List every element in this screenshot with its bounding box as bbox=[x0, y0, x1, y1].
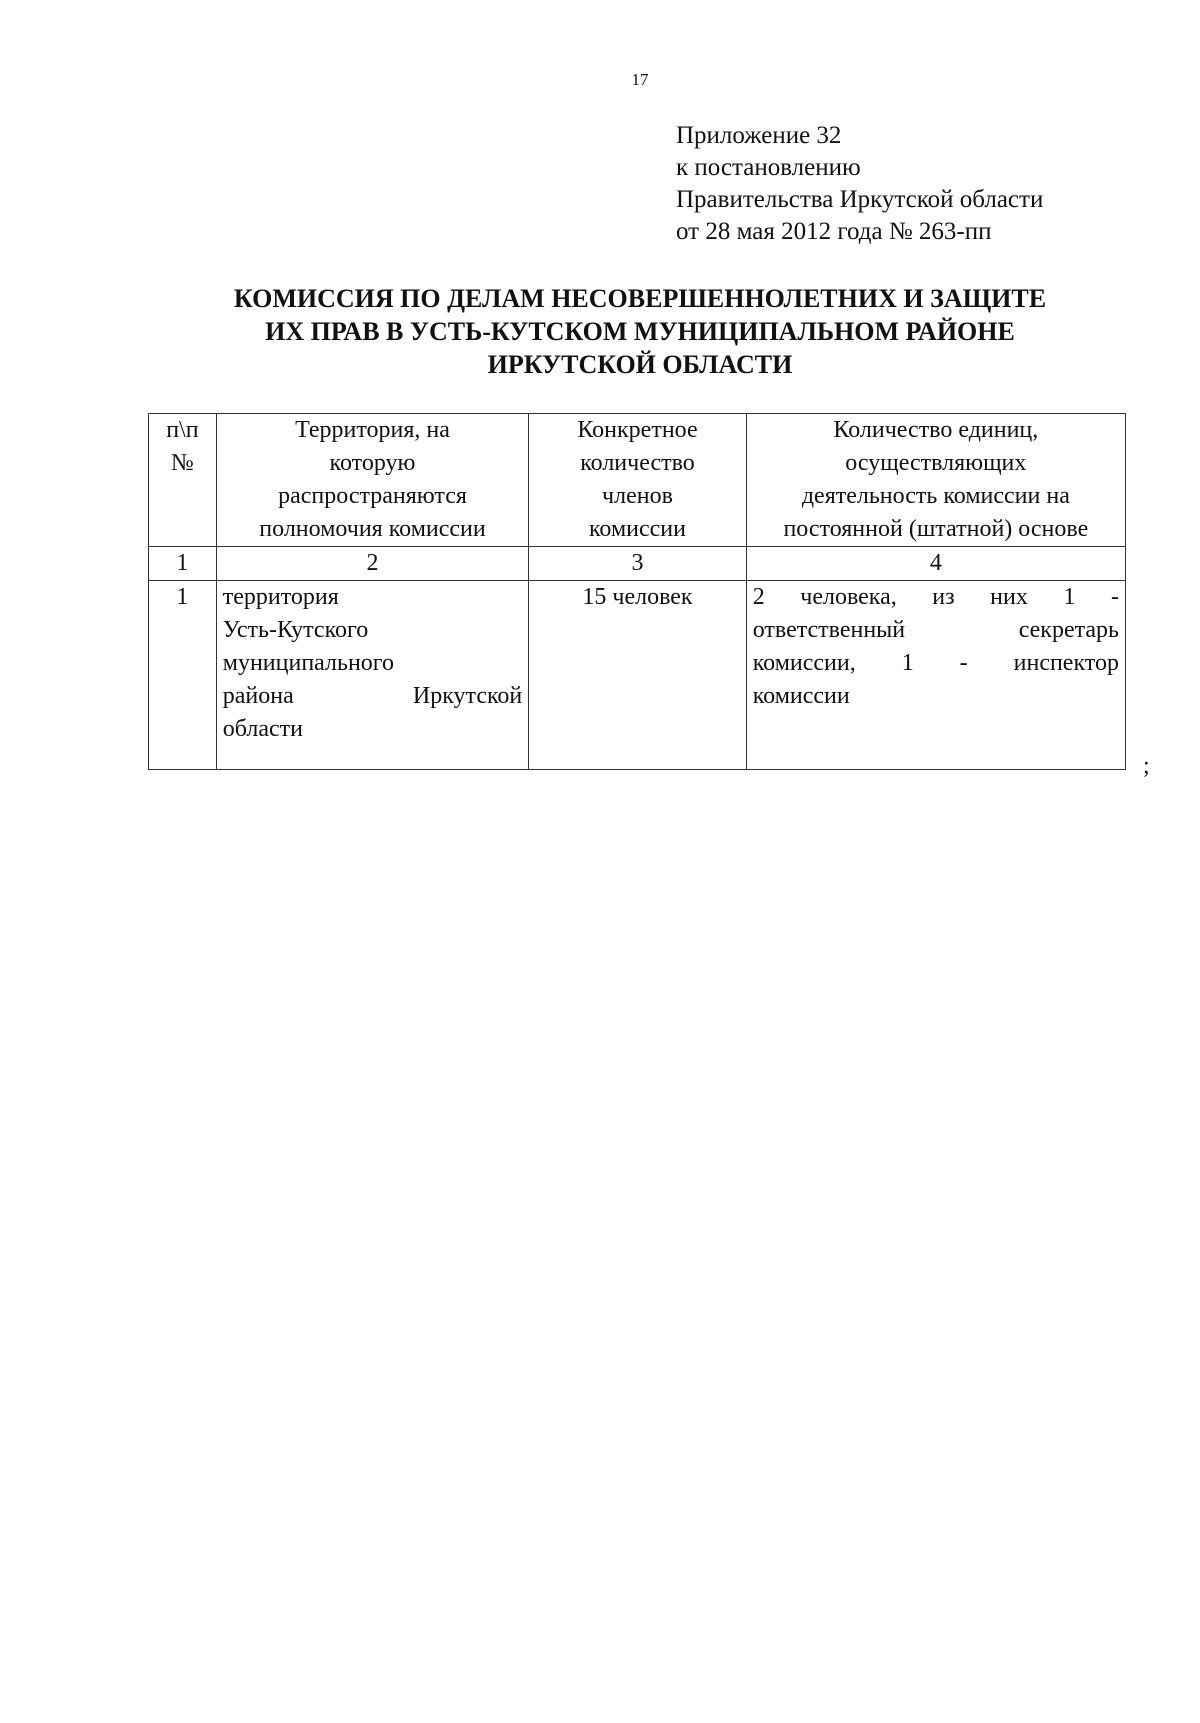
staff-units-cell bbox=[746, 581, 1125, 770]
appendix-line: Правительства Иркутской области bbox=[676, 186, 1044, 213]
staff-line bbox=[753, 581, 1119, 614]
staff-line: комиссии bbox=[752, 683, 850, 709]
title-line: ИХ ПРАВ В УСТЬ-КУТСКОМ МУНИЦИПАЛЬНОМ РАЙОНЕ bbox=[265, 317, 1015, 346]
territory-line: территория bbox=[222, 584, 339, 610]
header-text: комиссии bbox=[588, 516, 686, 542]
header-text: № bbox=[170, 450, 194, 476]
title-line: КОМИССИЯ ПО ДЕЛАМ НЕСОВЕРШЕННОЛЕТНИХ И ЗАЩИТЕ bbox=[233, 284, 1047, 313]
members-cell: 15 человек bbox=[529, 581, 746, 770]
page-number: 17 bbox=[631, 70, 649, 89]
territory-line bbox=[223, 680, 523, 713]
word: 1 bbox=[901, 650, 914, 676]
staff-line bbox=[753, 614, 1119, 647]
word: района bbox=[222, 683, 294, 709]
title-line: ИРКУТСКОЙ ОБЛАСТИ bbox=[487, 350, 793, 379]
column-number-row bbox=[149, 547, 1126, 581]
word: инспектор bbox=[1013, 650, 1119, 676]
row-number: 1 bbox=[149, 581, 217, 770]
column-number: 2 bbox=[216, 547, 529, 581]
word: секретарь bbox=[1018, 617, 1119, 643]
word: 1 bbox=[1063, 584, 1076, 610]
header-text: полномочия комиссии bbox=[259, 516, 486, 542]
document-title bbox=[140, 282, 1140, 381]
column-number: 3 bbox=[529, 547, 746, 581]
territory-cell bbox=[216, 581, 529, 770]
staff-line bbox=[753, 647, 1119, 680]
word: Иркутской bbox=[412, 683, 523, 709]
word: из bbox=[932, 584, 955, 610]
word: них bbox=[990, 584, 1028, 610]
territory-line: муниципального bbox=[222, 650, 395, 676]
word: - bbox=[959, 650, 968, 676]
header-text: количество bbox=[580, 450, 695, 476]
header-text: Количество единиц, bbox=[833, 417, 1039, 443]
header-cell-territory bbox=[216, 414, 529, 547]
header-text: Территория, на bbox=[295, 417, 450, 443]
commission-table bbox=[148, 413, 1126, 770]
word: ответственный bbox=[752, 617, 906, 643]
word: комиссии, bbox=[752, 650, 856, 676]
trailing-semicolon: ; bbox=[1143, 753, 1150, 779]
appendix-line: от 28 мая 2012 года № 263-пп bbox=[676, 218, 992, 245]
header-text: п\п bbox=[166, 417, 199, 443]
appendix-line: к постановлению bbox=[676, 154, 861, 181]
word: - bbox=[1110, 584, 1119, 610]
header-text: членов bbox=[602, 483, 673, 509]
header-text: распространяются bbox=[278, 483, 467, 509]
header-text: деятельность комиссии на bbox=[801, 483, 1070, 509]
header-cell-staff-units bbox=[746, 414, 1125, 547]
appendix-line: Приложение 32 bbox=[676, 122, 842, 149]
header-cell-number bbox=[149, 414, 217, 547]
territory-line: Усть-Кутского bbox=[222, 617, 369, 643]
header-cell-members bbox=[529, 414, 746, 547]
appendix-block bbox=[676, 120, 1043, 248]
header-text: осуществляющих bbox=[845, 450, 1027, 476]
header-text: которую bbox=[329, 450, 416, 476]
column-number: 1 bbox=[149, 547, 217, 581]
word: 2 bbox=[752, 584, 765, 610]
header-text: постоянной (штатной) основе bbox=[783, 516, 1089, 542]
territory-line: области bbox=[222, 716, 303, 742]
column-number: 4 bbox=[746, 547, 1125, 581]
word: человека, bbox=[800, 584, 897, 610]
table-row bbox=[149, 581, 1126, 770]
header-text: Конкретное bbox=[577, 417, 698, 443]
table-header-row bbox=[149, 414, 1126, 547]
